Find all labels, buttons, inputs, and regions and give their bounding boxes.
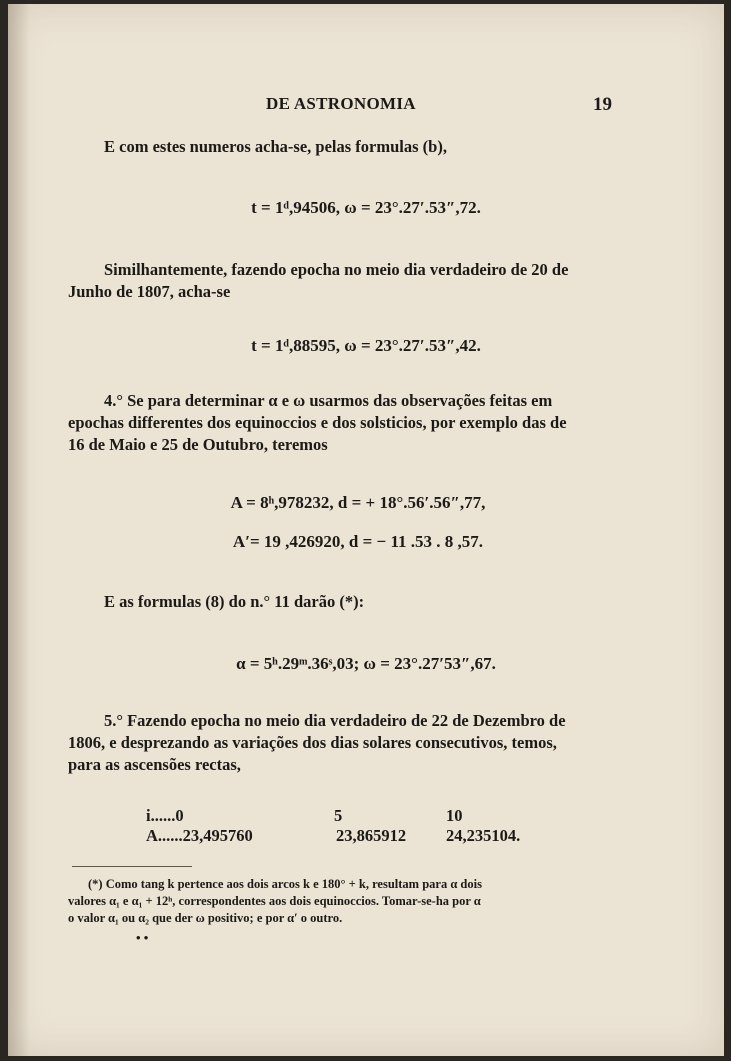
paragraph-3 <box>68 390 609 456</box>
page-number: 19 <box>593 94 612 115</box>
table-row-i-label: i......0 <box>146 806 184 825</box>
footnote-line-1: (*) Como tang k pertence aos dois arcos k e 180° + k, resultam para α dois <box>88 877 482 891</box>
paragraph-5-line-3: para as ascensões rectas, <box>68 755 241 774</box>
paragraph-3-line-2: epochas differentes dos equinoccios e dos solsticios, por exemplo das de <box>68 413 567 432</box>
paragraph-2-line-2: Junho de 1807, acha-se <box>68 282 231 301</box>
formula-2: t = 1ᵈ,88595, ω = 23°.27′.53″,42. <box>251 336 481 355</box>
paragraph-2 <box>68 259 609 303</box>
paragraph-5-line-2: 1806, e desprezando as variações dos dias solares consecutivos, temos, <box>68 733 557 752</box>
paragraph-1 <box>68 136 645 158</box>
table-row-i-col3: 10 <box>446 806 463 825</box>
table-row-a-col3: 24,235104. <box>446 826 521 845</box>
table-row-i-col2: 5 <box>334 806 343 825</box>
paragraph-1-text: E com estes numeros acha-se, pelas formulas (b), <box>104 137 447 156</box>
running-title: DE ASTRONOMIA <box>266 94 416 113</box>
footnote-line-2: valores α₁ e α₁ + 12ʰ, correspondentes aos dois equinoccios. Tomar-se-ha por α <box>68 894 481 908</box>
running-head <box>8 94 724 120</box>
paragraph-4 <box>68 591 645 613</box>
paragraph-2-line-1: Similhantemente, fazendo epocha no meio dia verdadeiro de 20 de <box>104 260 569 279</box>
paragraph-5-line-1: 5.° Fazendo epocha no meio dia verdadeiro de 22 de Dezembro de <box>104 711 566 730</box>
signature-mark: • • <box>136 930 149 945</box>
footnote-line-3: o valor α₁ ou α₂ que der ω positivo; e por α′ o outro. <box>68 911 343 925</box>
paragraph-5 <box>68 710 609 776</box>
table-row-a-label: A......23,495760 <box>146 826 253 845</box>
formula-3: A = 8ʰ,978232, d = + 18°.56′.56″,77, <box>230 493 486 512</box>
formula-4: A′= 19 ,426920, d = − 11 .53 . 8 ,57. <box>232 532 484 551</box>
paragraph-4-text: E as formulas (8) do n.° 11 darão (*): <box>104 592 365 611</box>
formula-5: α = 5ʰ.29ᵐ.36ˢ,03; ω = 23°.27′53″,67. <box>236 654 496 673</box>
footnote <box>68 876 623 927</box>
paragraph-3-line-3: 16 de Maio e 25 de Outubro, teremos <box>68 435 328 454</box>
footnote-rule <box>72 866 192 867</box>
paragraph-3-line-1: 4.° Se para determinar α e ω usarmos das observações feitas em <box>104 391 553 410</box>
table-row-a-col2: 23,865912 <box>336 826 407 845</box>
formula-1: t = 1ᵈ,94506, ω = 23°.27′.53″,72. <box>251 198 481 217</box>
page-gutter-shadow <box>8 4 30 1056</box>
book-page <box>8 4 724 1056</box>
